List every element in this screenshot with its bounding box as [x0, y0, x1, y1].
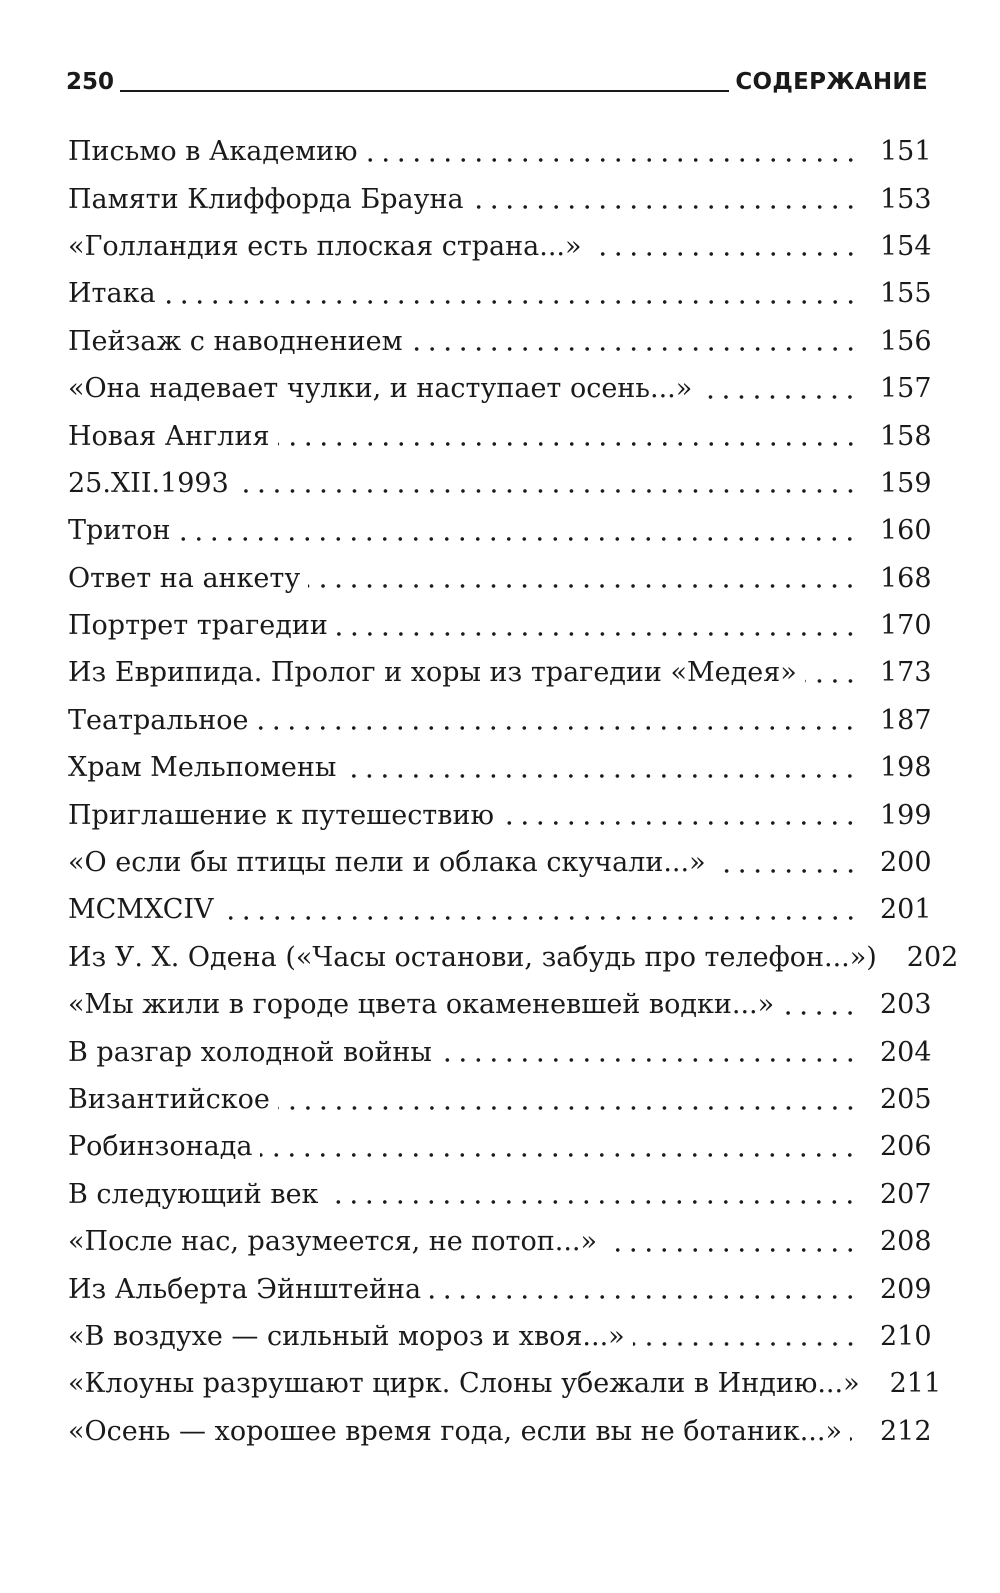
toc-entry: [68, 981, 930, 1028]
toc-entry: [68, 175, 930, 222]
toc-entry: [68, 128, 930, 175]
toc-entry: [68, 934, 959, 981]
dot-leader: [411, 347, 858, 351]
toc-entry-title: Византийское: [68, 1084, 270, 1115]
toc-entry: [68, 602, 930, 649]
toc-entry-title: Приглашение к путешествию: [68, 799, 494, 831]
toc-entry-title: Новая Англия: [68, 420, 270, 452]
toc-entry: [68, 791, 930, 838]
toc-entry-title: «Она надевает чулки, и наступает осень...»: [68, 373, 693, 405]
dot-leader: [336, 632, 858, 636]
toc-entry: [68, 318, 930, 365]
toc-entry: [68, 1171, 930, 1218]
toc-entry: [68, 1123, 930, 1170]
dot-leader: [850, 1437, 858, 1441]
toc-entry-title: «Осень — хорошее время года, если вы не ботаник...»: [68, 1415, 842, 1447]
section-title: СОДЕРЖАНИЕ: [735, 69, 928, 95]
dot-leader: [344, 774, 858, 778]
toc-entry-page-number: 156: [880, 325, 932, 357]
toc-entry-title: «Клоуны разрушают цирк. Слоны убежали в Индию...»: [68, 1368, 860, 1400]
dot-leader: [429, 1295, 858, 1299]
dot-leader: [222, 916, 858, 920]
toc-entry-page-number: 202: [906, 941, 959, 973]
dot-leader: [260, 1153, 858, 1157]
toc-entry-title: «После нас, разумеется, не потоп...»: [68, 1226, 598, 1258]
dot-leader: [633, 1342, 858, 1346]
toc-entry: [68, 1408, 930, 1455]
toc-entry-page-number: 209: [880, 1273, 932, 1305]
toc-entry-title: В разгар холодной войны: [68, 1036, 432, 1068]
dot-leader: [605, 1248, 858, 1252]
toc-entry-page-number: 208: [880, 1226, 932, 1258]
dot-leader: [278, 442, 859, 446]
toc-entry-page-number: 206: [880, 1131, 932, 1163]
toc-entry: [68, 1313, 930, 1360]
dot-leader: [256, 726, 858, 730]
toc-entry-title: Портрет трагедии: [68, 610, 328, 642]
toc-entry-title: Из Альберта Эйнштейна: [68, 1273, 422, 1305]
toc-entry-page-number: 155: [880, 278, 932, 310]
toc-entry-title: Итака: [68, 278, 156, 310]
dot-leader: [308, 584, 858, 588]
toc-entry-page-number: 207: [880, 1178, 932, 1210]
toc-entry-page-number: 170: [880, 610, 932, 642]
dot-leader: [440, 1058, 858, 1062]
dot-leader: [278, 1106, 858, 1110]
toc-entry-page-number: 205: [880, 1084, 932, 1115]
toc-entry-title: Пейзаж с наводнением: [68, 325, 403, 357]
toc-entry-page-number: 159: [880, 467, 932, 499]
toc-entry-page-number: 204: [880, 1036, 932, 1068]
toc-entry: [68, 649, 930, 696]
table-of-contents: [68, 128, 959, 1455]
toc-entry-title: «О если бы птицы пели и облака скучали...»: [68, 847, 706, 879]
toc-entry-page-number: 198: [880, 752, 932, 784]
dot-leader: [590, 252, 858, 256]
toc-entry-page-number: 203: [880, 989, 932, 1021]
toc-entry-title: Храм Мельпомены: [68, 752, 337, 784]
toc-entry-title: Театральное: [68, 704, 249, 736]
toc-entry: [68, 697, 930, 744]
dot-leader: [782, 1011, 858, 1015]
toc-entry-title: Ответ на анкету: [68, 562, 301, 594]
toc-entry-page-number: 200: [880, 847, 932, 879]
toc-entry-title: 25.XII.1993: [68, 467, 229, 499]
toc-entry-page-number: 158: [880, 420, 932, 452]
toc-entry: [68, 1360, 942, 1407]
toc-entry-page-number: 168: [880, 562, 932, 594]
dot-leader: [700, 395, 858, 399]
dot-leader: [366, 158, 858, 162]
dot-leader: [237, 489, 858, 493]
toc-entry-page-number: 154: [880, 230, 932, 262]
page-number: 250: [66, 69, 115, 95]
dot-leader: [178, 537, 858, 541]
toc-entry: [68, 1265, 930, 1312]
dot-leader: [805, 679, 858, 683]
toc-entry-title: MCMXCIV: [68, 894, 214, 926]
toc-entry-page-number: 211: [889, 1368, 942, 1400]
toc-entry: [68, 507, 930, 554]
running-header: [66, 58, 928, 98]
toc-entry-title: Робинзонада: [68, 1131, 253, 1163]
toc-entry-page-number: 160: [880, 515, 932, 547]
toc-entry: [68, 1218, 930, 1265]
toc-entry-title: «В воздухе — сильный мороз и хвоя...»: [68, 1320, 625, 1352]
toc-entry-page-number: 199: [880, 799, 932, 831]
toc-entry-page-number: 210: [880, 1320, 932, 1352]
toc-entry-title: Памяти Клиффорда Брауна: [68, 183, 464, 215]
toc-entry-title: «Мы жили в городе цвета окаменевшей водки...»: [68, 989, 775, 1021]
dot-leader: [326, 1200, 858, 1204]
toc-entry-page-number: 157: [880, 373, 932, 405]
toc-entry: [68, 886, 930, 933]
toc-entry-page-number: 187: [880, 704, 932, 736]
header-rule: [120, 90, 729, 92]
toc-entry: [68, 839, 930, 886]
toc-entry-page-number: 153: [880, 183, 932, 215]
toc-entry: [68, 555, 930, 602]
toc-entry-page-number: 212: [880, 1415, 932, 1447]
dot-leader: [714, 869, 858, 873]
toc-entry: [68, 270, 930, 317]
toc-entry-page-number: 201: [880, 894, 932, 926]
toc-entry: [68, 223, 930, 270]
toc-entry-title: Тритон: [68, 515, 171, 547]
toc-entry: [68, 1028, 930, 1075]
toc-entry: [68, 365, 930, 412]
toc-entry: [68, 744, 930, 791]
dot-leader: [502, 821, 858, 825]
dot-leader: [472, 205, 858, 209]
toc-entry: [68, 412, 930, 459]
toc-entry-title: В следующий век: [68, 1178, 319, 1210]
dot-leader: [164, 300, 858, 304]
toc-entry-title: Из У. Х. Одена («Часы останови, забудь про телефон...»): [68, 941, 877, 973]
toc-entry-title: «Голландия есть плоская страна...»: [68, 230, 582, 262]
toc-entry-title: Письмо в Академию: [68, 136, 358, 168]
toc-entry: [68, 460, 930, 507]
toc-entry-page-number: 173: [880, 657, 932, 689]
toc-entry-page-number: 151: [880, 136, 932, 168]
toc-entry: [68, 1076, 930, 1123]
toc-entry-title: Из Еврипида. Пролог и хоры из трагедии «Медея»: [68, 657, 797, 689]
